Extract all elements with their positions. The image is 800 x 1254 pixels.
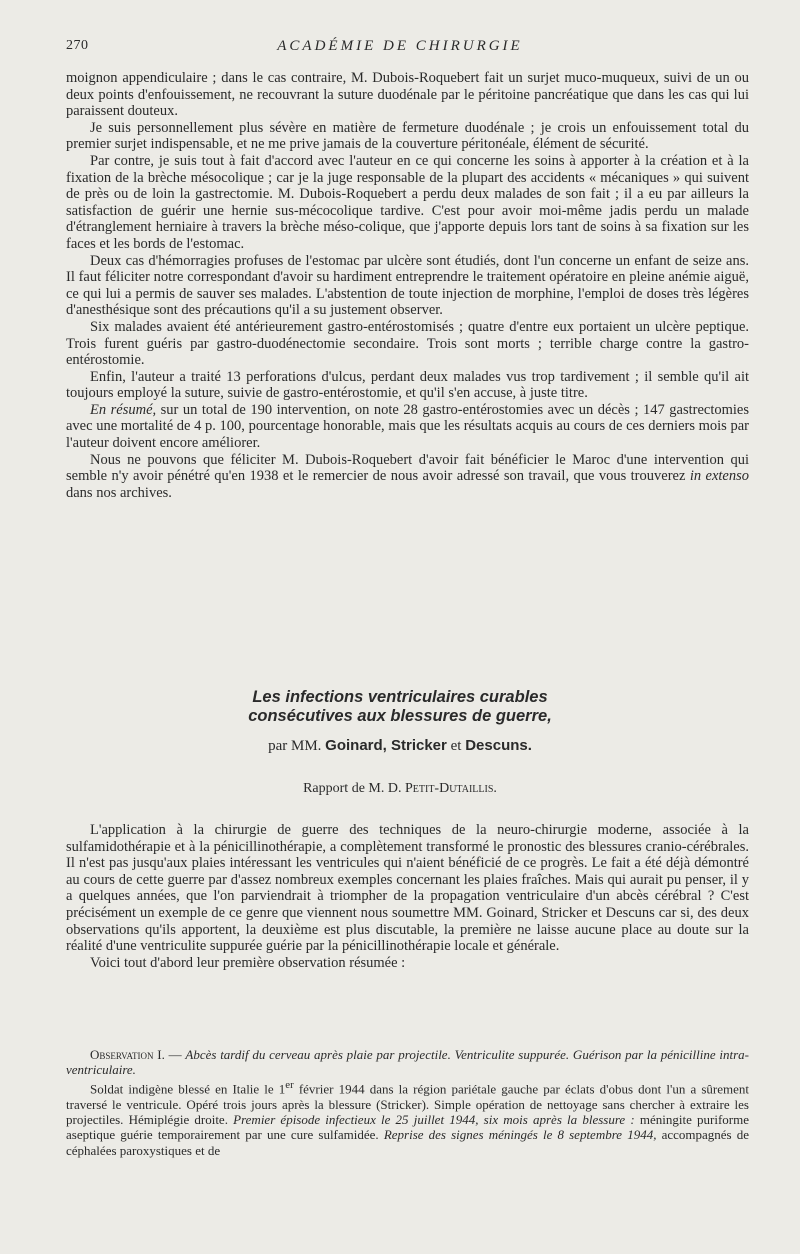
article-authors	[0, 737, 800, 755]
page-number: 270	[66, 38, 89, 53]
report-prefix: Rapport de M. D.	[303, 781, 405, 796]
paragraph: moignon appendiculaire ; dans le cas contraire, M. Dubois-Roquebert fait un surjet muco-muqueux, suivi de un ou deux points d'enfouissement, ne recouvrant la suture duodénale par le péritoine pancréatique que dans les cas qui lui paraissent douteux.	[66, 70, 749, 120]
conclusion-text: Nous ne pouvons que féliciter M. Dubois-Roquebert d'avoir fait bénéficier le Maroc d'une intervention qui semble n'y avoir pénétré qu'en 1938 et le remercier de nous avoir adressé son travail, que vous trouverez	[66, 451, 749, 485]
report-byline	[0, 781, 800, 797]
authors-and: et	[446, 738, 466, 754]
paragraph	[66, 452, 749, 502]
running-title: ACADÉMIE DE CHIRURGIE	[277, 38, 523, 54]
conclusion-end: dans nos archives.	[66, 484, 172, 501]
obs-italic: Premier épisode infectieux le 25 juillet 1944, six mois après la blessure :	[233, 1111, 635, 1127]
title-line: consécutives aux blessures de guerre,	[248, 707, 552, 725]
title-line: Les infections ventriculaires curables	[252, 688, 548, 706]
summary-lead: En résumé,	[90, 401, 157, 418]
author-names: Goinard, Stricker	[325, 737, 447, 754]
article-body	[66, 822, 749, 971]
observation-heading	[66, 1047, 749, 1078]
obs-text: accompagnés de céphalées paroxystiques et de	[66, 1127, 750, 1158]
superscript: er	[285, 1078, 294, 1091]
in-extenso: in extenso	[689, 468, 750, 485]
paragraph: Deux cas d'hémorragies profuses de l'estomac par ulcère sont étudiés, dont l'un concerne un enfant de seize ans. Il faut féliciter notre correspondant d'avoir su hardiment entreprendre le traitement opératoire en pleine anémie aiguë, ce qui lui a permis de sauver ses malades. L'abstention de toute injection de morphine, l'emploi de doses très légères d'anesthésique sont des précautions qu'il a su justement observer.	[66, 252, 749, 319]
dash: —	[164, 1047, 186, 1062]
reporter-name: Petit-Dutaillis.	[404, 781, 497, 796]
paragraph: Enfin, l'auteur a traité 13 perforations d'ulcus, perdant deux malades vus trop tardivement ; il semble qu'il ait toujours employé la suture, suivie de gastro-entérostomie, et qu'il s'en accuse, à juste titre.	[66, 368, 749, 402]
summary-text: sur un total de 190 intervention, on note 28 gastro-entérostomies avec un décès ; 147 gastrectomies avec une mortalité de 4 p. 100, pourcentage honorable, mais que les résultats acquis au cours de ces derniers mois par l'auteur doivent encore améliorer.	[66, 401, 749, 452]
observation-block	[66, 1047, 749, 1158]
paragraph: Six malades avaient été antérieurement gastro-entérostomisés ; quatre d'entre eux portaient un ulcère peptique. Trois furent guéris par gastro-duodénectomie secondaire. Trois sont morts ; terrible charge contre la gastro-entérostomie.	[66, 318, 749, 369]
obs-text: méningite puriforme aseptique guérie temporairement par une cure sulfamidée.	[66, 1111, 749, 1143]
paragraph: L'application à la chirurgie de guerre des techniques de la neuro-chirurgie moderne, associée à la sulfamidothérapie et à la pénicillinothérapie, a complètement transformé le pronostic des blessures cranio-cérébrales. Il n'est pas jusqu'aux plaies intéressant les ventricules qui n'aient bénéficié de ce progrès. Le fait a été déjà démontré au cours de cette guerre par d'assez nombreux exemples concernant les plaies fraîches. Mais qui aurait pu penser, il y a quelques années, que l'on parviendrait à triompher de la propagation ventriculaire d'un abcès cérébral ? C'est précisément un exemple de ce genre que viennent nous soumettre MM. Goinard, Stricker et Descuns car si, des deux observations qu'ils apportent, la deuxième est plus discutable, la première ne laisse aucune place au doute sur la réalité d'une ventriculite suppurée guérie par la pénicillinothérapie locale et générale.	[66, 822, 749, 955]
page-header	[66, 38, 734, 60]
report-continuation	[66, 70, 749, 501]
author-last: Descuns.	[465, 737, 532, 754]
observation-text	[66, 1078, 749, 1158]
article-title	[0, 688, 800, 726]
paragraph	[66, 402, 749, 452]
obs-italic: Reprise des signes méningés le 8 septembre 1944,	[383, 1127, 657, 1143]
paragraph: Voici tout d'abord leur première observation résumée :	[90, 954, 406, 971]
authors-prefix: par MM.	[268, 738, 326, 754]
obs-text: février 1944 dans la région pariétale gauche par éclats d'obus dont l'un a sûrement traversé le ventricule. Opéré trois jours après la blessure (Stricker). Simple opération de nettoyage sans chercher à extraire les projectiles. Hémiplégie droite.	[66, 1081, 749, 1127]
observation-title: Abcès tardif du cerveau après plaie par projectile. Ventriculite suppurée. Guérison par la pénicilline intra-ventriculaire.	[66, 1047, 750, 1078]
obs-text: Soldat indigène blessé en Italie le 1	[90, 1081, 286, 1097]
paragraph: Par contre, je suis tout à fait d'accord avec l'auteur en ce qui concerne les soins à apporter à la création et à la fixation de la brèche mésocolique ; car je la juge responsable de la plupart des accidents « mécaniques » qui suivent de près ou de loin la gastrectomie. M. Dubois-Roquebert a perdu deux malades de son fait ; il a eu par ailleurs la satisfaction de guérir une hernie sus-mécocolique tardive. C'est pour avoir moi-même jadis perdu un malade d'étranglement herniaire à travers la brèche méso-colique, que j'apporte depuis lors tant de soins à sa fixation sur les faces et les bords de l'estomac.	[66, 152, 749, 252]
observation-label: Observation I.	[90, 1047, 165, 1062]
paragraph: Je suis personnellement plus sévère en matière de fermeture duodénale ; je crois un enfouissement total du premier surjet indispensable, et ne me prive jamais de la couverture péritonéale, élément de sécurité.	[66, 119, 749, 153]
